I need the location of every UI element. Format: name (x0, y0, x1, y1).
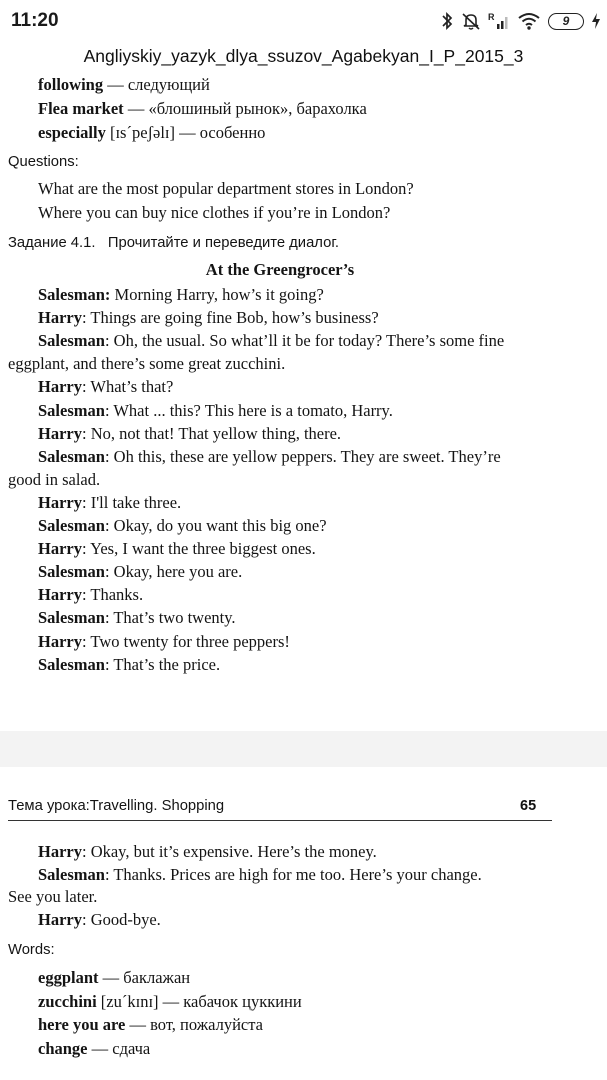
speaker-name: Harry (38, 423, 82, 443)
dialog-line (38, 910, 161, 930)
bluetooth-icon (440, 11, 454, 31)
dialog-line (38, 331, 504, 351)
word-term: zucchini (38, 991, 97, 1011)
speaker-name: Salesman (38, 331, 105, 351)
dialog-line-continued: eggplant, and there’s some great zucchini. (8, 354, 286, 374)
speaker-name: Salesman (38, 446, 105, 466)
task-label: Задание 4.1. (8, 235, 96, 251)
svg-text:R: R (488, 12, 495, 22)
page-header-topic: Тема урока:Travelling. Shopping (8, 798, 225, 814)
dialog-text: : No, not that! That yellow thing, there. (81, 423, 342, 443)
speaker-name: Harry (38, 585, 82, 605)
page-number: 65 (520, 798, 537, 814)
vocab-transcription: [ɪsˊpeʃəlɪ] (109, 123, 176, 142)
status-icons (440, 10, 601, 32)
speaker-name: Harry (38, 492, 82, 512)
dialog-line-continued: See you later. (8, 887, 98, 907)
speaker-name: Harry (38, 631, 82, 651)
dialog-text: : Okay, here you are. (104, 562, 243, 582)
dialog-line-continued: good in salad. (8, 469, 101, 489)
word-term: here you are (38, 1015, 126, 1034)
dialog-line (38, 865, 482, 885)
vocab-term: following (38, 75, 104, 94)
dialog-line (38, 308, 379, 328)
dialog-text: : That’s two twenty. (104, 608, 236, 628)
dialog-text: : Good-bye. (81, 909, 161, 929)
dialog-text: : Okay, do you want this big one? (104, 516, 327, 535)
speaker-name: Harry (38, 377, 82, 397)
dialog-text: : I'll take three. (81, 492, 182, 512)
signal-icon (488, 11, 510, 31)
dialog-text: : Okay, but it’s expensive. Here’s the money. (81, 842, 377, 861)
charging-icon (591, 12, 601, 30)
vocab-meaning: — следующий (107, 75, 210, 94)
dialog-line (38, 562, 242, 582)
dialog-line (38, 377, 173, 397)
speaker-name: Harry (38, 539, 82, 559)
word-term: eggplant (38, 968, 99, 987)
speaker-name: Salesman (38, 608, 105, 628)
dialog-line (38, 424, 341, 444)
speaker-name: Salesman: (38, 285, 111, 304)
dialog-line (38, 539, 316, 559)
dialog-line (38, 608, 236, 628)
speaker-name: Salesman (38, 654, 105, 674)
words-label: Words: (8, 942, 55, 958)
dialog-text: : That’s the price. (104, 654, 221, 674)
speaker-name: Harry (38, 842, 82, 861)
word-meaning: — кабачок цуккини (158, 991, 302, 1011)
vocab-meaning: — особенно (179, 123, 266, 142)
vocab-term: especially (38, 123, 106, 142)
dialog-line (38, 842, 377, 862)
dialog-line (38, 632, 290, 652)
speaker-name: Salesman (38, 864, 105, 884)
word-transcription: [zuˊkɪnɪ] (96, 991, 159, 1011)
battery-level: 9 (562, 14, 570, 28)
dialog-text: : Thanks. (81, 585, 144, 605)
questions-label: Questions: (8, 154, 79, 170)
speaker-name: Salesman (38, 562, 105, 582)
word-line (38, 1039, 150, 1059)
speaker-name: Harry (38, 909, 82, 929)
vocab-term: Flea market (38, 99, 124, 118)
word-meaning: — баклажан (98, 968, 191, 987)
status-time: 11:20 (11, 10, 59, 31)
dialog-line (38, 401, 393, 421)
wifi-icon (517, 11, 541, 31)
header-rule (8, 820, 552, 821)
dialog-line (38, 493, 181, 513)
word-line (38, 968, 190, 988)
dialog-line (38, 447, 501, 467)
page-separator (0, 731, 607, 767)
document-title: Angliyskiy_yazyk_dlya_ssuzov_Agabekyan_I_P_2015_3 (83, 46, 524, 66)
vocab-meaning: — «блошиный рынок», барахолка (127, 99, 367, 118)
task-text: Прочитайте и переведите диалог. (107, 235, 340, 251)
dialog-text: : What’s that? (81, 377, 174, 397)
dialog-line (38, 655, 220, 675)
vocab-line (38, 123, 265, 143)
vocab-line (38, 75, 210, 95)
word-term: change (38, 1038, 88, 1058)
question-line: Where you can buy nice clothes if you’re in London? (38, 203, 391, 222)
dialog-text: : Thanks. Prices are high for me too. Here’s your change. (104, 864, 482, 884)
dialog-text: : Yes, I want the three biggest ones. (81, 539, 316, 559)
word-meaning: — сдача (87, 1038, 151, 1058)
dialog-text: : Things are going fine Bob, how’s business? (81, 308, 379, 328)
task-heading (8, 235, 339, 251)
word-line (38, 1015, 263, 1035)
status-bar (0, 0, 607, 42)
dialog-text: : What ... this? This here is a tomato, Harry. (104, 400, 393, 420)
dialog-line (38, 585, 143, 605)
notifications-off-icon (461, 11, 481, 31)
dialog-text: : Oh, the usual. So what’ll it be for today? There’s some fine (104, 331, 505, 351)
dialog-text: : Oh this, these are yellow peppers. They are sweet. They’re (104, 446, 501, 466)
question-line: What are the most popular department stores in London? (38, 179, 414, 198)
dialog-text: : Two twenty for three peppers! (81, 631, 290, 651)
dialog-text: Morning Harry, how’s it going? (110, 285, 324, 304)
speaker-name: Salesman (38, 516, 105, 535)
dialog-title: At the Greengrocer’s (205, 260, 355, 279)
word-meaning: — вот, пожалуйста (125, 1015, 263, 1034)
speaker-name: Salesman (38, 400, 105, 420)
vocab-line (38, 99, 367, 119)
dialog-line (38, 516, 327, 536)
word-line (38, 992, 302, 1012)
speaker-name: Harry (38, 308, 82, 328)
battery-icon (548, 13, 584, 30)
dialog-line (38, 285, 324, 305)
